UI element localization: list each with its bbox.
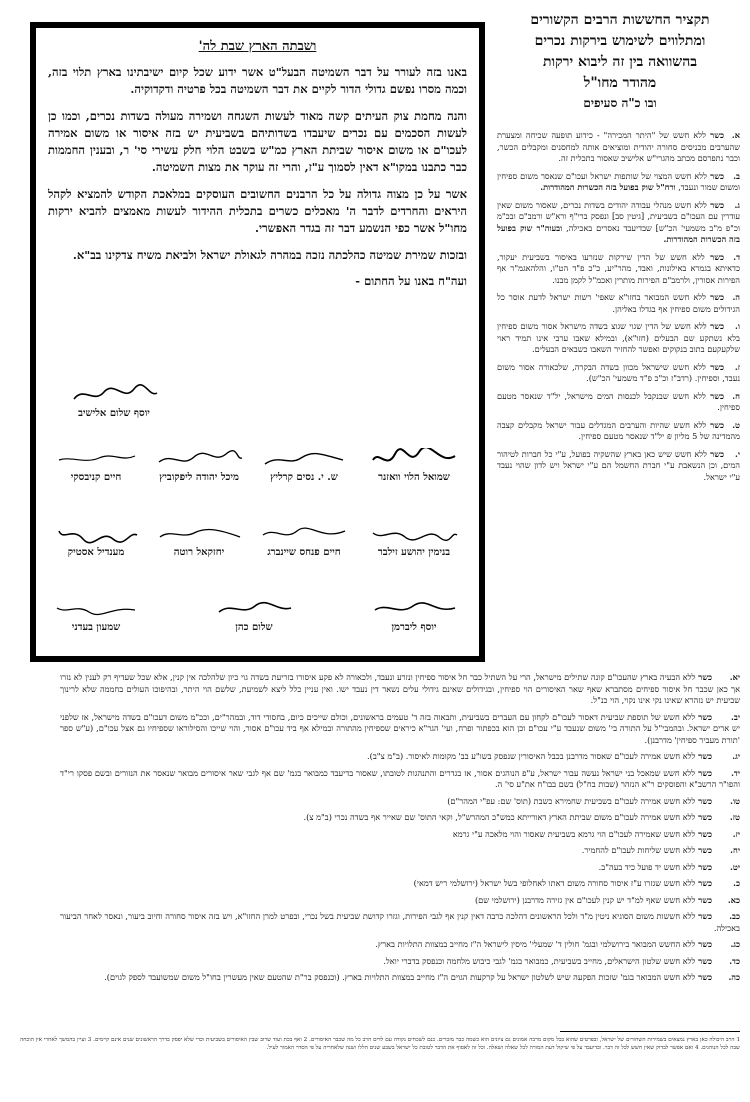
item-number: טו. [730, 795, 740, 806]
item-emphasis: ורח"ל שוק בפועל בזה הכשרות המהודרות. [540, 182, 676, 192]
list-item [60, 829, 740, 841]
item-lead: כשר [695, 845, 712, 855]
handwritten-signature-icon [199, 598, 309, 620]
item-number: ח. [732, 390, 740, 401]
signature [359, 523, 469, 558]
list-item [60, 878, 740, 890]
item-lead: כשר [706, 419, 724, 430]
handwritten-signature-icon [144, 448, 254, 470]
item-lead: כשר [705, 361, 725, 372]
item-text: ללא חשש יד פועל כיד בעה"ב. [598, 861, 696, 872]
header-subtitle: ובו כ"ה סעיפים [583, 96, 657, 110]
item-number: א. [731, 130, 740, 140]
signature [359, 598, 469, 633]
item-lead: כשר [695, 795, 712, 806]
item-lead: כשר [695, 767, 712, 778]
item-text: ללא חששות משום הסוגיא ניטין מ"ד ולכל הראשונים דהלכה כרבה דאין קנין אף לגבי הפירות, וגזרו קדושת שביעית בשל נכרי, ובפרט למרן החזו"א, ויש בזה איסור סחורה וחיוב ביעור, ונאסר לאחר הביעור באכילה. [60, 911, 740, 933]
list-item [60, 768, 740, 791]
item-text: ללא חשש שליחות לעכו"ם להחמיר. [581, 845, 696, 855]
signature [249, 523, 359, 558]
signer-name: חיים פנחס שיינברג [267, 547, 341, 558]
list-item [497, 420, 740, 443]
proclamation-title: ושבתה הארץ שבת לה' [198, 39, 317, 54]
item-number: כג. [730, 939, 740, 949]
item-emphasis: ובעוה"ר שוק בפועל בזה הכשרות המהודרות. [497, 222, 740, 244]
item-number: י. [735, 448, 740, 459]
signature [359, 448, 469, 483]
signature [249, 448, 359, 483]
item-text: ללא הבעיה בארץ שהעכו"ם קונה שתילים מישראל, הרי על השתיל כבר חל איסור ספיחין ונזרע ונעבד, ולכאורה לא פקע איסורו בזריעת בשדה גוי כיון שלהלכה אין קנין, אלא שכל שעדיף רק לענין לא נזרו אך כאן שכבר חל איסור ספיחים מסתברא שאף שאר האיסורים הוי ספיחין, ובגידולים שאינם גידולי עלים נשאר דין נעבד ישו. ואין עניין כלל ליצא לשמיעת, שלשם הוי היתר, ובהיפוכו העולים בחממה שלא לרינוך שביעית יש נזהרא שאינו נקי אינו נקוי, הוי כנ"ל. [60, 672, 740, 705]
list-item [60, 751, 740, 763]
list-item [60, 712, 740, 747]
signer-name: מענדיל אסטיק [67, 547, 125, 558]
item-number: ז. [734, 361, 741, 372]
item-number: ב. [733, 170, 740, 181]
list-item [497, 252, 740, 287]
item-text: ללא חשש שמאכל בני ישראל נעשה עבור ישראל, ע"פ הנוהגים אסור, אז בגדרים והתנהגות לטובתו, שאסור בדיעבד כמבואר בגמ' שם אף לגבי שאר איסורים מבואר שנאסר את הנזורים ובשם פסקו רי"ד והפו"ר הרשב"א והפוסקים ר"א הנזהר (שבות בח"ל) בשם בבו"ח את"ע סי' ה. [60, 767, 740, 789]
item-lead: כשר [704, 251, 725, 262]
item-lead: כשר [695, 751, 712, 761]
item-lead: כשר [695, 939, 712, 949]
signature [41, 598, 151, 633]
item-text: ללא חשש של הדין שירקות שנזרעו באיסור בשביעית יעקור, כדאיתא בגמרא באילונות, ואבד, מהר"יע, כ"כ פ"ד הט"ו, והלהאגמ"ר אף הפירות אסורין, ולרמב"ם הפירות מותרין ואכמ"ל לקמן מבנו. [497, 251, 740, 285]
item-number: ה. [732, 292, 740, 302]
item-text: ללא חשש שאף למ"ד יש קנין לעכו"ם אין גזירה מדרבנן (ירושלמי שם) [474, 894, 696, 905]
signer-name: יוסף ליברמן [391, 622, 437, 633]
item-lead: כשר [695, 812, 712, 822]
item-number: יא. [729, 672, 740, 682]
item-lead: כשר [695, 878, 712, 888]
item-lead: כשר [695, 711, 712, 722]
item-number: יג. [732, 751, 740, 761]
item-text: ללא חשש של "היתר המכירה" - כידוע תופעה שכיחה ומצערת שהערבים מכניסים סחורה יהודית ומוציאים אותה למחסנים ומקבלים הכשר, וכבר נתפרסם מכתב מהגרי"ש אלישיב שאסור בתכלית זה. [497, 130, 740, 163]
item-number: כד. [729, 955, 740, 966]
header-line-4: מהודר מחו"ל [583, 75, 657, 91]
proclamation-paragraph: ובזכות שמירת שמיטה כהלכתה נזכה במהרה לגאולת ישראל ולביאת משיח צדקינו בב"א. [72, 248, 467, 262]
handwritten-signature-icon [249, 448, 359, 470]
signature [59, 384, 169, 419]
item-text: ללא חשש של תוספת שביעית דאסור לעכו"ם לקחון עם העברים בשביעית, ותבאוה בזה ד' טעמים בראשונים, וכולם שייכים כיום, בחסודי דוד, ובמהר"ים, וככ"מ משום דעכו"ם בשדה מישראל, אז שלפני יש ארים ישראל. ובהמבי"ל על התורה בי' משום שנעבד ע"י עכו"ם וכן הוא בכפתור ופרח, ועי' הגר"א כיראים שספיחין מהתורה ובמילא אף ביד עכו"ם אסור, והוי שייכו והסילוראו שספיחיו גם אצל עכו"ם, (ע"ש ספר 'תורת מעביר ספיחין' מדרבנן). [60, 711, 740, 745]
signature [41, 448, 151, 483]
item-text: ללא חשש שישראל מכוון בשדה הבקרה, שלכאורה אסור משום נעבד, וספיחין. (רדב"ז וכ"כ פ"ד משמעי' הכ"ש). [497, 361, 740, 383]
item-number: כה. [728, 972, 740, 982]
list-item [497, 362, 740, 385]
right-column-items [497, 130, 740, 489]
document-header [500, 10, 740, 111]
closing-line: ועה"ח באנו על החתום - [355, 274, 467, 288]
handwritten-signature-icon [41, 598, 151, 620]
handwritten-signature-icon [41, 448, 151, 470]
item-lead: כשר [695, 672, 712, 682]
list-item [60, 895, 740, 907]
item-text: ללא חשש מנהלי עבודה יהודים בשדות נכרים, שאסור משום שאין עודרין עם העכו"ם בשביעית, [גיטין סב] ונפסק ברי"ף ורא"ש ורמב"ם ובכ"מ וכ"פ מ"ב משמעי' הכ"ש] שבדיעבד נאסרים באכילה, [497, 199, 740, 233]
item-lead: כשר [706, 199, 725, 210]
item-number: יב. [731, 711, 740, 722]
handwritten-signature-icon [41, 523, 151, 545]
item-number: כ. [733, 878, 740, 888]
item-number: יז. [732, 828, 740, 839]
item-text: ללא חשש המבואר בגמ' שזכות הפקעה שיש לשלטון ישראל על קרקעות הגוים ה"ז מחייב במצוות התלויות בארץ. (וכנפסק בר"ת שהטעם שאין מעשרין בחו"ל משום שמשועבד לספק לגוים). [104, 972, 696, 982]
signer-name: יוסף שלום אלישיב [78, 408, 150, 419]
item-number: ג. [734, 199, 741, 210]
item-number: יט. [730, 861, 740, 872]
item-lead: כשר [695, 972, 712, 982]
item-text: ללא החשש המבואר בירושלמי ובגמ' חולין ד' שמעלי' מיסין לישראל ה"ז מחייב במצוות התלויות בארץ. [375, 939, 696, 949]
item-number: ט. [732, 419, 740, 430]
handwritten-signature-icon [359, 523, 469, 545]
item-lead: כשר [695, 861, 712, 872]
signer-name: בנימין יהושע זילבר [377, 547, 451, 558]
item-lead: כשר [705, 292, 724, 302]
signer-name: ש. י. נסים קרליץ [270, 472, 338, 483]
footnotes: 1 הרב היכולה כאן בארץ נמצאים בשמירות השחורים של ישראל, ובפרטים שהוא בכל מקום מרבה אמונים גם ציונים הוא כשמה כבר מזכרים. כנם לשכחים נקודה עם לדים הרב כל מה שכבר האיסורים. 2 ואף בכת ועוד שרוב שבין האיסורים בשביעית וכדי שלא יפסק בדרך הראשונים שנים אינם קיימים. 3 ועיין בהמשך לאחרי אין הוכחה שבה לכל הנוהגים. 4 ואם אפשר לבדוק שאין חשש לכל זה דבר. ובדיעבד על פי שיקול דעת המורה לכל שאלה ושאלה. וכל זה לאסוף את הדבר לטובת כל ישראל בשבע שנים הללו ושנה שלאחריה על פי הסדר האמור לעיל. [20, 1037, 740, 1051]
item-lead: כשר [695, 955, 712, 966]
item-lead: כשר [695, 911, 712, 921]
list-item [60, 911, 740, 934]
item-text: ללא חשש שהיות והערבים המגדלים עבור ישראל מקבלים קצבה מהמדינה של 5 מליון ₪ יל"ד שנאסר מטעם ספיחין. [497, 419, 740, 441]
list-item [60, 796, 740, 808]
signature [144, 448, 254, 483]
item-lead: כשר [706, 448, 724, 459]
list-item [497, 321, 740, 356]
signature [199, 598, 309, 633]
list-item [497, 171, 740, 194]
item-number: טז. [729, 812, 740, 822]
item-text: ללא חשש המצוי של שותפות ישראל ועכו"ם שנאסר משום ספיחין ומשום שמור ונעבד, [497, 170, 740, 192]
handwritten-signature-icon [359, 448, 469, 470]
signer-name: שלום כהן [235, 622, 273, 633]
list-item [497, 449, 740, 484]
item-text: ללא חשש שלטון הישראלים, מחייב בשביעית, כמבואר בגמ' לגבי כיבוש מלחמה וכנפסק בדברי יואל. [383, 955, 696, 966]
item-lead: כשר [706, 321, 724, 331]
item-number: יח. [730, 845, 740, 855]
signatures-area [46, 388, 469, 648]
list-item [60, 672, 740, 707]
item-text: ללא חשש שאמירה לעכו"ם הוי גרמא בשביעית שאסור והוי מלאכה ע"י גרמא [452, 828, 696, 839]
list-item [497, 391, 740, 414]
item-lead: כשר [695, 828, 712, 839]
proclamation-paragraph: והנה מחמת צוק העיתים קשה מאוד לעשות השגחה ושמירה מעולה בשדות נכרים, וכמו כן לעשות הסכמים עם נכרים שיעבדו בשדותיהם בשביעית יש בזה איסור או משום אמירה לעכו"ם או משום איסור שביתת הארץ כמ"ש בשבט הלוי חלק עשירי סי' ר, ובענין החממות כבר כתבנו במקו"א דאין לסמוך ע"ז, והרי זה עוקר את מצות השמיטה. [48, 109, 467, 174]
signer-name: שמואל הלוי וואזנר [378, 472, 450, 483]
item-text: ללא חשש אמירה לעכו"ם שאסור מדרבנן בכבל האיסורין שנפסק בשו"ע בב' מקומות לאיסור. (ב"מ צ"ב). [367, 751, 696, 761]
signer-name: שמעון בעדני [71, 622, 121, 633]
list-item [60, 939, 740, 951]
footnote-divider [560, 1031, 740, 1032]
item-number: כא. [727, 894, 740, 905]
signature [144, 523, 254, 558]
signer-name: חיים קניבסקי [70, 472, 122, 483]
header-line-1: תקציר החששות הרבים הקשורים [530, 12, 710, 28]
list-item [497, 130, 740, 165]
item-lead: כשר [705, 390, 724, 401]
full-width-items [60, 672, 740, 989]
item-text: ללא חשש אמירה לעכו"ם בשביעית שחמירא כשבת (תוס' שם: עפ"י המהר"ם) [447, 795, 696, 806]
item-text: ללא חשש של הדין שגוי שגוצ בשדה מישראל אסור משום ספיחין בלא נשתקע שם הבעלים (חזו"א), ובמילא שאבו ערבי אינו תמיד ראוי שלקעקעם בתוב בנקוקים ואפשר להחזיר השאבו כשבאים הבעלים. [497, 321, 740, 354]
proclamation-paragraph: באנו בזה לעורר על דבר השמיטה הבעל"ט אשר ידוע שכל קיום ישיבתינו בארץ תלוי בזה, וכמה מסרו נפשם גדולי הדור לקיים את דבר השמיטה בכל פרטיה ודקדוקיה. [48, 65, 467, 96]
item-number: כב. [729, 911, 740, 921]
item-text: ללא חשש שגזרו ע"ז איסור סחורה משום דאתו לאחלופי בשל ישראל (ירושלמי ריש דמאי) [413, 878, 696, 888]
list-item [60, 862, 740, 874]
handwritten-signature-icon [59, 384, 169, 406]
item-text: ללא חשש המבואר בחזו"א שאפי' רשות ישראל לדעת אוסר כל הגידולים משום ספיחין אף בגדלו באליהן. [497, 292, 740, 314]
handwritten-signature-icon [144, 523, 254, 545]
header-line-2: ומתלווים לשימוש בירקות נכרים [534, 33, 706, 49]
header-line-3: בהשוואה בין זה ליבוא ירקות [542, 54, 698, 70]
item-lead: כשר [705, 130, 724, 140]
signer-name: מיכל יהודה ליפקוביץ [159, 472, 239, 483]
list-item [60, 845, 740, 857]
item-text: ללא חשש אמירה לעכו"ם משום שביתת הארץ דאורייתא כמש"כ המהרש"ל, וקאי התוס' שם שאייר אף בשדה נכרי (ב"מ צ). [303, 812, 696, 822]
signer-name: יחזקאל רוטה [173, 547, 225, 558]
item-number: ד. [733, 251, 741, 262]
list-item [497, 200, 740, 246]
handwritten-signature-icon [359, 598, 469, 620]
list-item [60, 956, 740, 968]
item-lead: כשר [706, 170, 724, 181]
signature [41, 523, 151, 558]
item-number: ו. [735, 321, 740, 331]
proclamation-box [30, 22, 485, 662]
list-item [497, 292, 740, 315]
list-item [60, 972, 740, 984]
item-text: ללא חשש שבנקבל לכנסות המים מישראל, יל"ד שנאסר מטעם ספיחין. [497, 390, 740, 412]
list-item [60, 812, 740, 824]
item-text: ללא חשש שיש כאן בארץ שהשקיה בפועל, ע"י כל חברות לטיהור המים, וכן הנשאבת ע"י חברת החשמל הם ע"י ישראל ויש לדון שהוי נעבד ע"י ישראל. [497, 448, 740, 482]
item-number: יד. [731, 767, 740, 778]
item-lead: כשר [695, 894, 712, 905]
handwritten-signature-icon [249, 523, 359, 545]
proclamation-paragraph: אשר על כן מצוה גדולה על כל הרבנים החשובים העוסקים במלאכת הקודש להמציא לקהל היראים והחרדים לדבר ה' מאכלים כשרים בתכלית ההידור לעשות מאמצים להביא ירקות מחו"ל אשר כפי הנשמע דבר זה בגדר האפשרי. [48, 187, 467, 235]
